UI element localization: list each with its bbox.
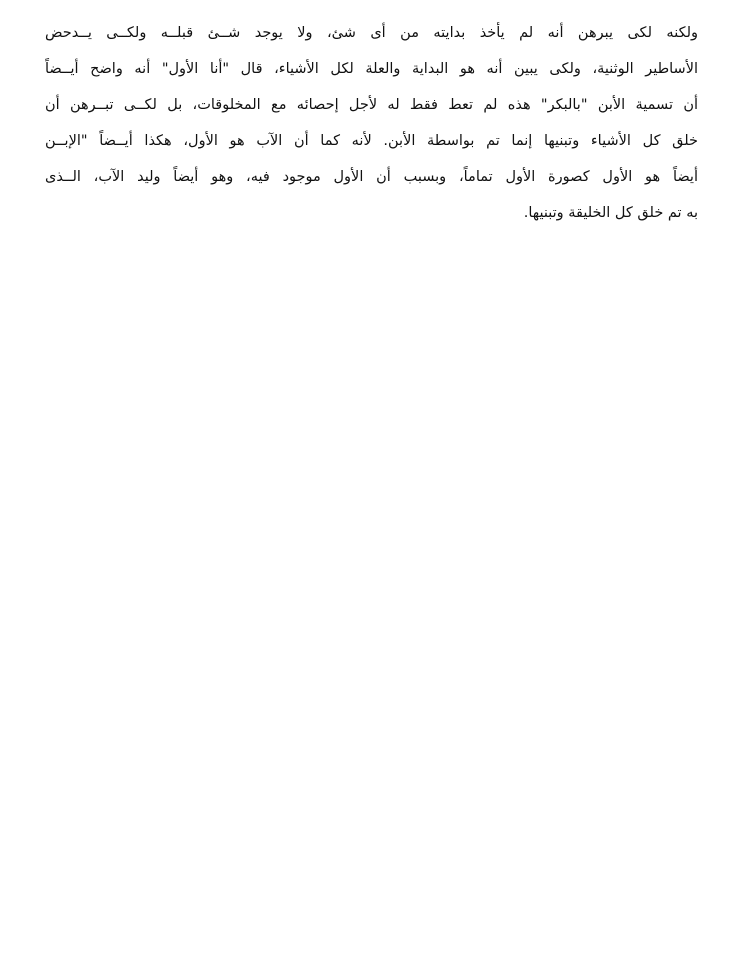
paragraph-line: به تم خلق كل الخليقة وتبنيها. xyxy=(523,205,698,221)
paragraph-line: أيضاً هو الأول كصورة الأول تماماً، وبسبب أن الأول موجود فيه، وهو أيضاً وليد الآب، الــذى xyxy=(45,169,698,185)
paragraph-line: ولكنه لكى يبرهن أنه لم يأخذ بدايته من أى شئ، ولا يوجد شــئ قبلــه ولكــى يــدحض xyxy=(45,25,698,41)
paragraph-line: خلق كل الأشياء وتبنيها إنما تم بواسطة الأبن. لأنه كما أن الآب هو الأول، هكذا أيــضاً "الإبــن xyxy=(45,133,698,149)
paragraph-line: الأساطير الوثنية، ولكى يبين أنه هو البداية والعلة لكل الأشياء، قال "أنا الأول" أنه واضح أيــضاً xyxy=(45,61,698,77)
body-paragraph xyxy=(45,22,698,238)
paragraph-line: أن تسمية الأبن "بالبكر" هذه لم تعط فقط له لأجل إحصائه مع المخلوقات، بل لكــى تبــرهن أن xyxy=(45,97,698,113)
